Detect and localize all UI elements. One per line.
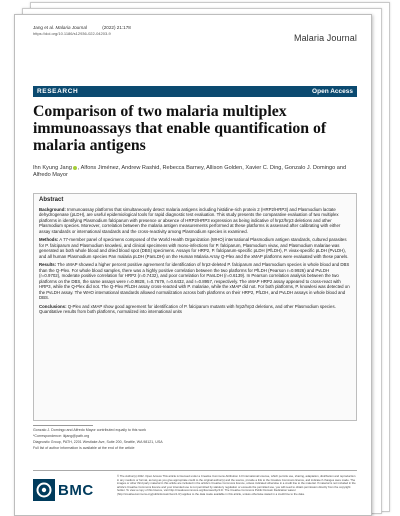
section-label: RESEARCH (37, 88, 79, 95)
doi-link[interactable]: https://doi.org/10.1186/s12936-022-04203-9 (33, 31, 111, 36)
abstract-background: Background: Immunoassay platforms that simultaneously detect malaria antigens including histidine-rich protein 2 (HRP2/HRP3) and Plasmodium lactate dehydrogenase (pLDH), are useful epidemiological tools for rapid diagnostic test evaluation. This study presents the comparative evaluation of two multiplex platforms in identifying Plasmodium falciparum with presence or absence of HRP2/HRP3 expression as being indicative of hrp2/hrp3 deletions and other Plasmodium species. Moreover, correlation between the malaria antigen measurements performed at these platforms is assessed after calibrating with either assay standards or international standards and the cross-reactivity among Plasmodium species is examined. (39, 206, 341, 234)
other-authors: , Alfons Jiménez, Andrew Rashid, Rebecca Barney, Allison Golden, Xavier C. Ding, Gonzalo J. Domingo and Alfredo Mayor (33, 165, 347, 179)
footnote-more-info: Full list of author information is available at the end of the article (33, 446, 135, 451)
footnote-affiliation: Diagnostic Group, PATH, 2201 Westlake Ave, Suite 200, Seattle, WA 98121, USA (33, 440, 163, 445)
citation-authors: Jang et al. (33, 25, 55, 30)
document-page (14, 14, 372, 516)
citation-volume: (2022) 21:178 (102, 25, 131, 30)
abstract-box (33, 193, 357, 421)
footnote-correspondence[interactable]: *Correspondence: ikjang@path.org (33, 434, 90, 439)
orcid-icon[interactable] (73, 166, 77, 170)
footer-divider (33, 470, 357, 471)
footnotes (33, 425, 221, 452)
first-author[interactable]: Ihn Kyung Jang (33, 165, 72, 171)
journal-name: Malaria Journal (293, 33, 357, 43)
open-access-label: Open Access (312, 88, 353, 95)
bmc-wordmark: BMC (58, 481, 94, 499)
footnote-rule (33, 425, 93, 426)
bmc-logo (33, 479, 94, 501)
abstract-methods: Methods: A 77-member panel of specimens composed of the World Health Organization (WHO) international Plasmodium antigen standards, cultured parasites for P. falciparum and Plasmodium knowlesi, and clinical specimens with mono-infections for P. falciparum, Plasmodium vivax, and Plasmodium malariae was generated as both whole blood and dried blood spot (DBS) specimens. Assays for HRP2, P. falciparum-specific pLDH (PfLDH), P. vivax-specific pLDH (PvLDH), and all human Plasmodium species Pan malaria pLDH (PanLDH) on the Human Malaria Array Q-Plex and the xMAP platforms were evaluated with these panels. (39, 237, 349, 259)
author-list (33, 165, 355, 180)
bmc-logo-icon (33, 479, 55, 501)
license-text: © The Author(s) 2022. Open Access This article is licensed under a Creative Commons Attribution 4.0 International License, which permits use, sharing, adaptation, distribution and reproduction in any medium or format, as long as you give appropriate credit to the original author(s) and the source, provide a link to the Creative Commons licence, and indicate if changes were made. The images or other third party material in this article are included in the article's Creative Commons licence, unless indicated otherwise in a credit line to the material. If material is not included in the article's Creative Commons licence and your intended use is not permitted by statutory regulation or exceeds the permitted use, you will need to obtain permission directly from the copyright holder. To view a copy of this licence, visit http://creativecommons.org/licenses/by/4.0/. The Creative Commons Public Domain Dedication waiver (http://creativecommons.org/publicdomain/zero/1.0/) applies to the data made available in this article, unless otherwise stated in a credit line to the data. (117, 474, 356, 496)
article-type-banner (33, 86, 357, 97)
citation-journal: Malaria Journal (55, 25, 87, 30)
article-title: Comparison of two malaria multiplex immunoassays that enable quantification of malaria antigens (33, 103, 327, 154)
abstract-results: Results: The xMAP showed a higher percent positive agreement for identification of hrp2-deleted P. falciparum and Plasmodium species in whole blood and DBS than the Q-Plex. For whole blood samples, there was a highly positive correlation between the two platforms for PfLDH (Pearson r=0.9926) and PvLDH (r=0.9702), moderate positive correlation for HRP2 (r=0.7432), and poor correlation for PanLDH (r=0.6139). In Pearson correlation analysis between the two platforms on the DBS, the same assays were r=0.9828, r=0.7679, r=0.6432, and r=0.8957, respectively. The xMAP HRP2 assay appeared to cross-react with HRP3, while the Q-Plex did not. The Q-Plex PfLDH assay cross-reacted with P. malariae, while the xMAP did not. For both platforms, P. knowlesi was detected on the PvLDH assay. The WHO international standards allowed normalization across both platforms on their HRP2, PfLDH, and PvLDH assays in whole blood and DBS. (39, 262, 350, 300)
footnote-contribution: Gonzalo J. Domingo and Alfredo Mayor contributed equally to this work (33, 428, 147, 432)
abstract-heading: Abstract (39, 197, 64, 203)
abstract-conclusions: Conclusions: Q-Plex and xMAP show good agreement for identification of P. falciparum mutants with hrp2/hrp3 deletions, and other Plasmodium species. Quantitative results from both platforms, normalized into international units (39, 303, 336, 314)
